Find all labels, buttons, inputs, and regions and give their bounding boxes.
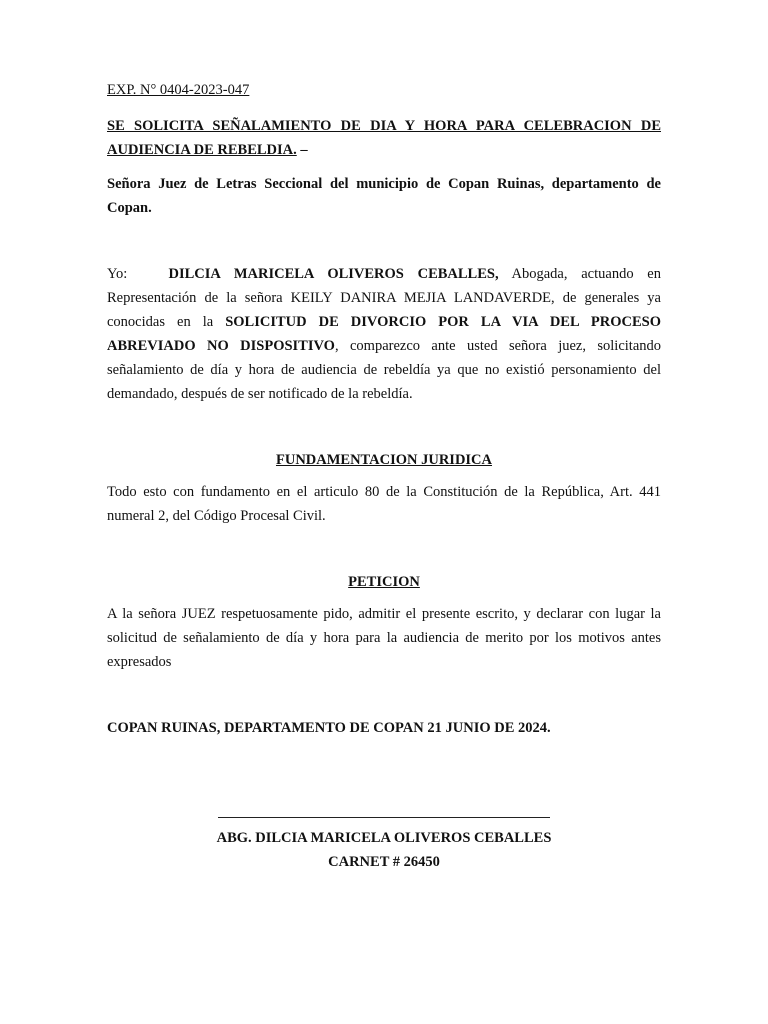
peticion-text: A la señora JUEZ respetuosamente pido, admitir el presente escrito, y declarar con lugar la solicitud de señalamiento de día y hora para la audiencia de merito por los motivos antes expresados <box>107 606 661 670</box>
expediente-number: EXP. N° 0404-2023-047 <box>107 82 250 98</box>
signature-line <box>218 817 550 818</box>
signature-name: ABG. DILCIA MARICELA OLIVEROS CEBALLES <box>216 830 552 846</box>
intro-prefix: Yo: <box>107 266 155 282</box>
intro-paragraph <box>107 262 661 406</box>
subject-text: SE SOLICITA SEÑALAMIENTO DE DIA Y HORA PARA CELEBRACION DE AUDIENCIA DE REBELDIA. <box>107 118 661 158</box>
process-name: SOLICITUD DE DIVORCIO POR LA VIA DEL PROCESO ABREVIADO NO DISPOSITIVO <box>107 314 661 354</box>
fundamentacion-title: FUNDAMENTACION JURIDICA <box>275 452 493 468</box>
addressee: Señora Juez de Letras Seccional del municipio de Copan Ruinas, departamento de Copan. <box>107 176 661 216</box>
signature-carnet: CARNET # 26450 <box>328 854 440 870</box>
subject-dash: – <box>296 142 308 158</box>
intro-text-2: , comparezco ante usted señora juez, solicitando señalamiento de día y hora de audiencia de rebeldía ya que no existió personamiento del demandado, después de ser notificado de la rebeldía. <box>107 338 662 402</box>
place-date: COPAN RUINAS, DEPARTAMENTO DE COPAN 21 JUNIO DE 2024. <box>107 720 551 736</box>
fundamentacion-text: Todo esto con fundamento en el articulo 80 de la Constitución de la República, Art. 441 numeral 2, del Código Procesal Civil. <box>107 484 661 524</box>
document-page <box>107 78 661 740</box>
peticion-title: PETICION <box>348 574 420 590</box>
applicant-name: DILCIA MARICELA OLIVEROS CEBALLES, <box>168 266 499 282</box>
document-subject <box>107 114 661 162</box>
intro-text-1: Abogada, actuando en Representación de la señora KEILY DANIRA MEJIA LANDAVERDE, de generales ya conocidas en la <box>107 266 661 330</box>
